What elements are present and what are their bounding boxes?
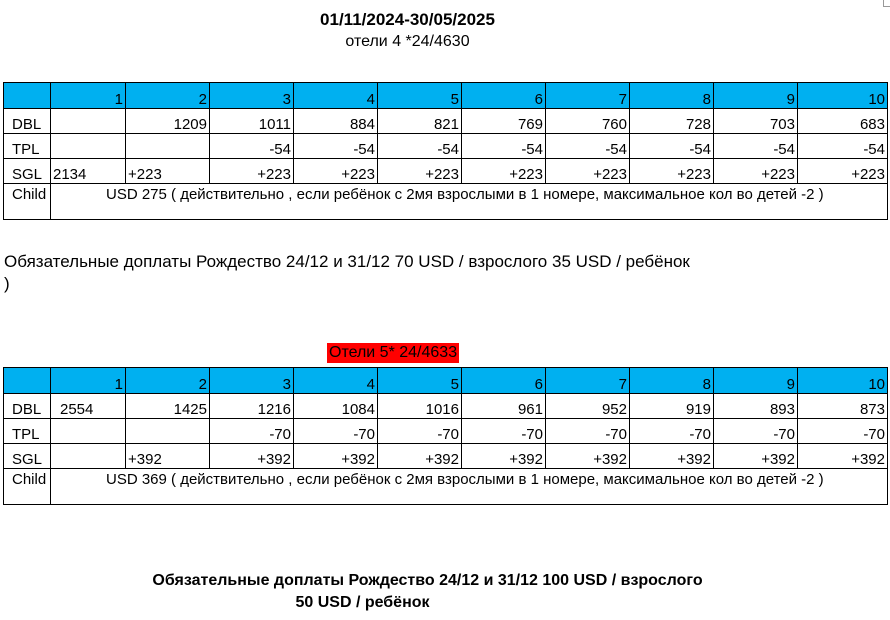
header-corner-cell	[4, 368, 51, 394]
row-label: DBL	[4, 109, 51, 134]
table-cell: 952	[546, 394, 630, 419]
night-col-1: 1	[51, 368, 126, 394]
date-range-title: 01/11/2024-30/05/2025	[320, 10, 495, 29]
night-col-1: 1	[51, 83, 126, 109]
night-col-8: 8	[630, 83, 714, 109]
table-cell: +392	[126, 444, 210, 469]
table-cell: 769	[462, 109, 546, 134]
row-label: TPL	[4, 134, 51, 159]
table-cell	[51, 134, 126, 159]
table-cell: +223	[126, 159, 210, 184]
price-table-4-star	[3, 82, 888, 220]
night-col-10: 10	[798, 83, 888, 109]
table-cell: -70	[210, 419, 294, 444]
note-line: 50 USD / ребёнок	[295, 594, 430, 611]
night-col-4: 4	[294, 368, 378, 394]
table-cell: -70	[462, 419, 546, 444]
table-cell: -70	[546, 419, 630, 444]
table-cell: +223	[462, 159, 546, 184]
table-cell: 683	[798, 109, 888, 134]
note-line: )	[4, 274, 10, 293]
table-cell: 1425	[126, 394, 210, 419]
table-cell: 1209	[126, 109, 210, 134]
christmas-surcharge-note-4-star	[4, 251, 690, 295]
table-cell: 703	[714, 109, 798, 134]
table-cell: 728	[630, 109, 714, 134]
table-row-child	[4, 469, 888, 505]
table-row-tpl	[4, 419, 888, 444]
night-col-10: 10	[798, 368, 888, 394]
table-cell: +392	[210, 444, 294, 469]
night-col-7: 7	[546, 368, 630, 394]
row-label: SGL	[4, 159, 51, 184]
table-row-dbl	[4, 109, 888, 134]
table-cell: -54	[294, 134, 378, 159]
corner-mark	[883, 0, 890, 7]
row-label: SGL	[4, 444, 51, 469]
row-label: Child	[4, 184, 51, 220]
table-cell: +392	[546, 444, 630, 469]
note-line: Обязательные доплаты Рождество 24/12 и 31/12 100 USD / взрослого	[152, 572, 703, 589]
night-col-2: 2	[126, 368, 210, 394]
price-table-5-star	[3, 367, 888, 505]
table-cell: -70	[714, 419, 798, 444]
row-label: Child	[4, 469, 51, 505]
table-cell: +223	[630, 159, 714, 184]
table-cell	[126, 419, 210, 444]
table-cell: -54	[210, 134, 294, 159]
table-cell: 2554	[51, 394, 126, 419]
table-cell	[51, 419, 126, 444]
table-cell: -70	[294, 419, 378, 444]
night-col-6: 6	[462, 83, 546, 109]
child-note: USD 275 ( действительно , если ребёнок с 2мя взрослыми в 1 номере, максимальное кол во детей -2 )	[51, 184, 888, 220]
night-col-6: 6	[462, 368, 546, 394]
table-header-row	[4, 368, 888, 394]
table-cell: -54	[630, 134, 714, 159]
table-cell	[126, 134, 210, 159]
night-col-3: 3	[210, 83, 294, 109]
table-cell: 1216	[210, 394, 294, 419]
night-col-5: 5	[378, 83, 462, 109]
table-cell: -54	[462, 134, 546, 159]
child-note: USD 369 ( действительно , если ребёнок с 2мя взрослыми в 1 номере, максимальное кол во детей -2 )	[51, 469, 888, 505]
table-cell: 873	[798, 394, 888, 419]
table-cell: 760	[546, 109, 630, 134]
table-cell: 1011	[210, 109, 294, 134]
table-cell: +223	[546, 159, 630, 184]
table-cell: -70	[798, 419, 888, 444]
hotels-5-star-badge: Отели 5* 24/4633	[329, 344, 458, 361]
table-cell: +392	[294, 444, 378, 469]
table-cell: +392	[462, 444, 546, 469]
table-header-row	[4, 83, 888, 109]
table-cell: +223	[378, 159, 462, 184]
table-cell: -54	[714, 134, 798, 159]
table-cell: -54	[378, 134, 462, 159]
night-col-9: 9	[714, 368, 798, 394]
table-row-dbl	[4, 394, 888, 419]
christmas-surcharge-note-5-star	[0, 570, 855, 614]
night-col-8: 8	[630, 368, 714, 394]
table-cell	[51, 109, 126, 134]
night-col-4: 4	[294, 83, 378, 109]
table-cell: 961	[462, 394, 546, 419]
table-cell: 884	[294, 109, 378, 134]
table-cell: 893	[714, 394, 798, 419]
table-cell: -54	[798, 134, 888, 159]
row-label: DBL	[4, 394, 51, 419]
table-cell: 919	[630, 394, 714, 419]
night-col-3: 3	[210, 368, 294, 394]
table-cell: +223	[798, 159, 888, 184]
table-cell: +223	[294, 159, 378, 184]
row-label: TPL	[4, 419, 51, 444]
table-cell: +392	[630, 444, 714, 469]
table-row-child	[4, 184, 888, 220]
table-cell: 2134	[51, 159, 126, 184]
table-cell: +392	[378, 444, 462, 469]
table-cell: 1084	[294, 394, 378, 419]
table-cell: -70	[630, 419, 714, 444]
table-cell: +223	[210, 159, 294, 184]
table-cell: +392	[714, 444, 798, 469]
table-row-tpl	[4, 134, 888, 159]
table-row-sgl	[4, 159, 888, 184]
header-corner-cell	[4, 83, 51, 109]
night-col-2: 2	[126, 83, 210, 109]
table-cell: +392	[798, 444, 888, 469]
table-cell: -54	[546, 134, 630, 159]
night-col-7: 7	[546, 83, 630, 109]
night-col-5: 5	[378, 368, 462, 394]
night-col-9: 9	[714, 83, 798, 109]
table-cell: -70	[378, 419, 462, 444]
table-cell	[51, 444, 126, 469]
note-line: Обязательные доплаты Рождество 24/12 и 31/12 70 USD / взрослого 35 USD / ребёнок	[4, 252, 690, 271]
table-cell: 1016	[378, 394, 462, 419]
table-cell: 821	[378, 109, 462, 134]
hotels-4-star-subtitle: отели 4 *24/4630	[345, 33, 470, 50]
table-row-sgl	[4, 444, 888, 469]
table-cell: +223	[714, 159, 798, 184]
